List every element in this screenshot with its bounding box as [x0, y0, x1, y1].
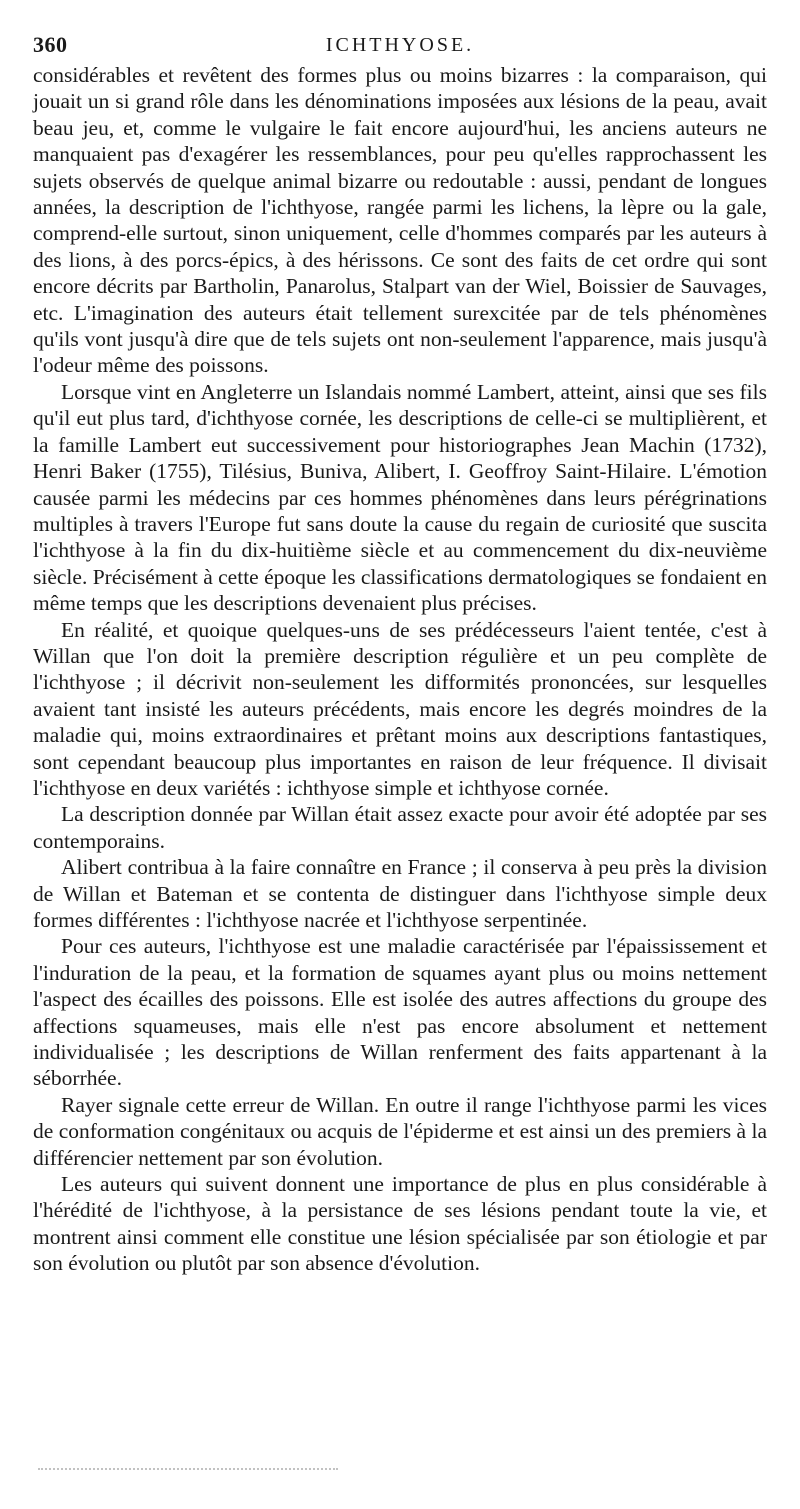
paragraph-lambert: Lorsque vint en Angleterre un Islandais nommé Lambert, atteint, ainsi que ses fils qu'il eut plus tard, d'ichthyose cornée, les descriptions de celle-ci se multiplièrent, et la famille Lambert eut successivement pour historiographes Jean Machin (1732), Henri Baker (1755), Tilésius, Buniva, Alibert, I. Geoffroy Saint-Hilaire. L'émotion causée parmi les médecins par ces hommes phénomènes dans leurs pérégrinations multiples à travers l'Europe fut sans doute la cause du regain de curiosité que suscita l'ichthyose à la fin du dix-huitième siècle et au commencement du dix-neuvième siècle. Précisément à cette époque les classifications dermatologiques se fondaient en même temps que les descriptions devenaient plus précises.	[33, 379, 767, 616]
running-head	[33, 32, 767, 62]
body-text	[33, 62, 767, 1277]
paragraph-alibert: Alibert contribua à la faire connaître en France ; il conserva à peu près la division de Willan et Bateman et se contenta de distinguer dans l'ichthyose simple deux formes différentes : l'ichthyose nacrée et l'ichthyose serpentinée.	[33, 855, 767, 932]
page-number: 360	[33, 32, 68, 57]
paragraph-definition: Pour ces auteurs, l'ichthyose est une maladie caractérisée par l'épaississement et l'induration de la peau, et la formation de squames ayant plus ou moins nettement l'aspect des écailles des poissons. Elle est isolée des autres affections du groupe des affections squameuses, mais elle n'est pas encore absolument et nettement individualisée ; les descriptions de Willan renferment des faits appartenant à la séborrhée.	[33, 934, 767, 1091]
paragraph-continued: considérables et revêtent des formes plus ou moins bizarres : la comparaison, qui jouait un si grand rôle dans les dénominations imposées aux lésions de la peau, avait beau jeu, et, comme le vulgaire le fait encore aujourd'hui, les anciens auteurs ne manquaient pas d'exagérer les ressemblances, pour peu qu'elles rapprochassent les sujets observés de quelque animal bizarre ou redoutable : aussi, pendant de longues années, la description de l'ichthyose, rangée parmi les lichens, la lèpre ou la gale, comprend-elle surtout, sinon uniquement, celle d'hommes comparés par les auteurs à des lions, à des porcs-épics, à des hérissons. Ce sont des faits de cet ordre qui sont encore décrits par Bartholin, Panarolus, Stalpart van der Wiel, Boissier de Sauvages, etc. L'imagination des auteurs était tellement surexcitée par de tels phénomènes qu'ils vont jusqu'à dire que de tels sujets ont non-seulement l'apparence, mais jusqu'à l'odeur même des poissons.	[33, 63, 767, 378]
paragraph-willan-adoption: La description donnée par Willan était assez exacte pour avoir été adoptée par ses contemporains.	[33, 802, 767, 853]
running-title: ICHTHYOSE.	[325, 34, 475, 56]
footer-scan-marks	[38, 1468, 338, 1476]
paragraph-heredity: Les auteurs qui suivent donnent une importance de plus en plus considérable à l'hérédité de l'ichthyose, à la persistance de ses lésions pendant toute la vie, et montrent ainsi comment elle constitue une lésion spécialisée par son étiologie et par son évolution ou plutôt par son absence d'évolution.	[33, 1172, 767, 1276]
paragraph-rayer: Rayer signale cette erreur de Willan. En outre il range l'ichthyose parmi les vices de conformation congénitaux ou acquis de l'épiderme et est ainsi un des premiers à la différencier nettement par son évolution.	[33, 1092, 767, 1170]
paragraph-willan: En réalité, et quoique quelques-uns de ses prédécesseurs l'aient tentée, c'est à Willan que l'on doit la première description régulière et un peu complète de l'ichthyose ; il décrivit non-seulement les difformités prononcées, sur lesquelles avaient tant insisté les auteurs précédents, mais encore les degrés moindres de la maladie qui, moins extraordinaires et prêtant moins aux descriptions fantastiques, sont cependant beaucoup plus importantes en raison de leur fréquence. Il divisait l'ichthyose en deux variétés : ichthyose simple et ichthyose cornée.	[33, 617, 767, 800]
